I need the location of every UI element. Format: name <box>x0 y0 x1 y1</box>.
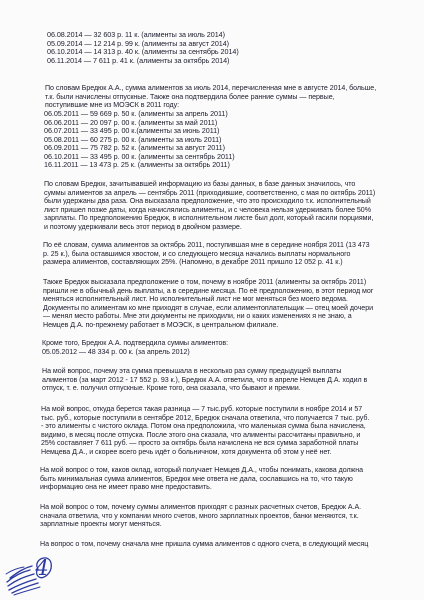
text-line: Документы по алиментам ко мне приходят в случае, если алиментоплательщик — отец моей дочери <box>43 303 374 312</box>
payment-line: 06.10.2014 — 14 313 р. 40 к. (алименты за сентябрь 2014) <box>47 47 239 56</box>
text-line: На мой вопрос, почему эта сумма превышала в несколько раз сумму предыдущей выплаты <box>42 367 342 375</box>
text-line: На вопрос о том, почему сначала мне пришла сумма алиментов с одного счета, в следующий месяц <box>40 540 369 548</box>
text-line: — менял место работы. Мне эти документы не приходили, ни о каких изменениях я не знаю, а <box>43 312 352 320</box>
payment-line: 06.08.2014 — 32 603 р. 11 к. (алименты за июль 2014) <box>47 30 225 39</box>
text-line: - это алименты с чистого оклада. Потом она предположила, что маленькая сумма была начислена, <box>41 422 366 430</box>
text-line: На мой вопрос о том, каков оклад, который получает Немцев Д.А., чтобы понимать, какова должна <box>40 466 364 474</box>
text-line: тыс. руб., которые поступили в сентябре 2012, Бредюк сначала ответила, что получается 7 тыс. руб. <box>41 413 370 422</box>
paragraph-10 <box>40 540 368 549</box>
text-line: видимо, в месяц после отпуска. После этого она сказала, что алименты рассчитаны правильно, и <box>41 430 361 439</box>
text-line: меняться исполнительный лист. Но исполнительный лист не мог меняться без моего ведома. <box>43 295 348 303</box>
text-line: 25% составляет 7 611 руб. — просто за октябрь была начислена не вся сумма заработной платы <box>41 439 359 447</box>
payment-line: 06.05.2011 — 59 669 р. 50 к. (алименты за апрель 2011) <box>44 109 228 118</box>
payment-line: 06.09.2011 — 75 782 р. 52 к. (алименты за август 2011) <box>44 143 225 152</box>
text-line: По её словам, сумма алиментов за октябрь 2011, поступившая мне в середине ноября 2011 (13 473 <box>43 241 370 249</box>
text-line: зарплаты. По предположению Бредюк, в исполнительном листе был долг, который гасили порциями, <box>44 214 374 222</box>
text-line: быть минимальная сумма алиментов, Бредюк мне ответа не дала, сославшись на то, что такую <box>40 474 353 483</box>
payment-line: 05.09.2014 — 12 214 р. 99 к. (алименты за август 2014) <box>47 38 230 48</box>
paragraph-5 <box>42 339 228 356</box>
text-line: р. 25 к.), была оставшимся хвостом, и со следующего месяца начались выплаты нормального <box>43 249 351 258</box>
text-line: По словам Бредюк, зачитывавшей информацию из базы данных, в базе данных значилось, что <box>44 180 356 188</box>
text-line: суммы алиментов за апрель — сентябрь 2011 (приходившие, соответственно, с мая по октябрь 2011) <box>44 188 376 197</box>
text-line: отпуск, т. е. получил отпускные. Кроме того, она сказала, что бывают и премии. <box>42 384 301 392</box>
payment-line: 16.11.2011 — 13 473 р. 25 к. (алименты за октябрь 2011) <box>44 160 230 169</box>
payment-line: 06.06.2011 — 20 097 р. 00 к. (алименты за май 2011) <box>44 117 218 127</box>
payments-2011-list <box>44 110 235 170</box>
paragraph-2 <box>44 180 375 231</box>
text-line: зарплатные проекты могут меняться. <box>40 520 162 528</box>
text-line: информацию она не имеет право мне предоставить. <box>40 483 212 491</box>
payment-line: 06.07.2011 — 33 495 р. 00 к.(алименты за июнь 2011) <box>44 126 220 135</box>
page-number: 4 <box>35 556 49 580</box>
text-line: были удержаны два раза. Она высказала предположение, что это происходило т.к. исполнительный <box>44 197 371 205</box>
paragraph-4 <box>43 278 373 329</box>
text-line: размера алиментов, составляющих 25%. (Напомню, в декабре 2011 пришло 12 052 р. 41 к.) <box>43 258 343 266</box>
text-line: алиментов (за март 2012 - 17 552 р. 93 к.), Бредюк А.А. ответила, что в апреле Немцев Д.А. ходил в <box>42 375 368 384</box>
text-line: Немцева Д.А., и скорее всего речь идёт о больничном, хотя документа об этом у неё нет. <box>41 447 332 456</box>
paragraph-8 <box>40 466 363 492</box>
paragraph-9 <box>40 503 361 529</box>
text-line: сначала ответила, что у компании много счетов, много зарплатных проектов, банки меняются, т.к. <box>40 511 359 520</box>
text-line: 05.05.2012 — 48 334 р. 00 к. (за апрель 2012) <box>42 347 190 356</box>
payment-line: 06.10.2011 — 33 495 р. 00 к. (алименты за сентябрь 2011) <box>44 151 235 161</box>
text-line: Также Бредюк высказала предположение о том, почему в ноябре 2011 (алименты за октябрь 2011) <box>43 278 367 286</box>
text-line: т.к. были начислены отпускные. Также она подтвердила более ранние суммы — первые, <box>45 92 335 101</box>
payment-line: 06.11.2014 — 7 611 р. 41 к. (алименты за октябрь 2014) <box>47 55 230 65</box>
text-line: и поэтому удерживали весь этот период в двойном размере. <box>44 222 242 231</box>
text-line: поступившие мне из МОЭСК в 2011 году: <box>45 101 179 109</box>
paragraph-1 <box>45 84 376 110</box>
paragraph-6 <box>42 367 367 393</box>
text-line: лист пришел позже даты, когда начислялись алименты, и с человека нельзя удерживать более 50% <box>44 205 371 214</box>
payment-line: 05.08.2011 — 60 275 р. 00 к. (алименты за июль 2011) <box>44 134 222 144</box>
text-line: На мой вопрос, откуда берется такая разница — 7 тыс.руб. которые поступили в ноябре 2014 и 57 <box>41 405 363 413</box>
paragraph-3 <box>43 241 370 267</box>
text-line: пришли не в обычный день выплаты, а в середине месяца. По её предположению, в этот период мог <box>43 286 374 295</box>
payments-2014-list <box>47 31 239 65</box>
text-line: Немцев Д.А. по-прежнему работает в МОЭСК, в центральном филиале. <box>43 320 279 329</box>
text-line: По словам Бредюк А.А., сумма алиментов за июль 2014, перечисленная мне в августе 2014, больше, <box>45 84 377 92</box>
text-line: На мой вопрос о том, почему суммы алиментов приходят с разных расчетных счетов, Бредюк А.А. <box>40 503 362 511</box>
paragraph-7 <box>41 405 369 456</box>
text-line: Кроме того, Бредюк А.А. подтвердила суммы алиментов: <box>42 339 229 347</box>
